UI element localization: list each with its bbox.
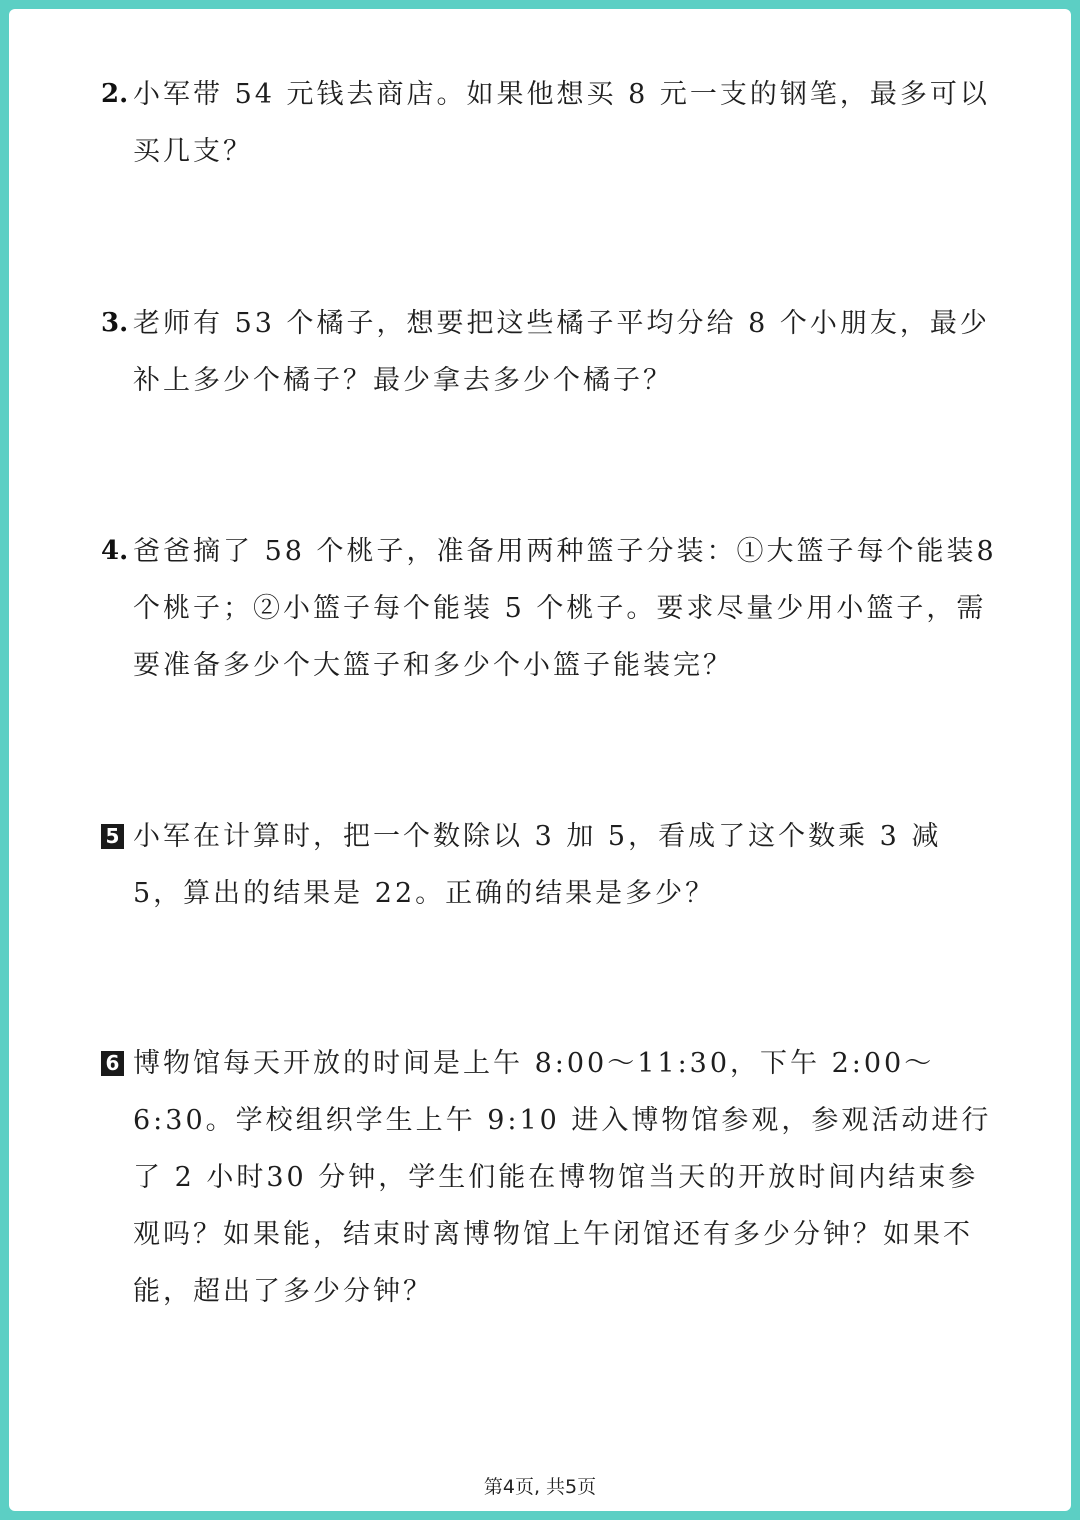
question-3 — [101, 295, 1001, 409]
question-2 — [101, 66, 1001, 180]
question-5 — [101, 808, 1001, 922]
question-number-badge: 6 — [101, 1051, 124, 1076]
question-text: 爸爸摘了 58 个桃子，准备用两种篮子分装：①大篮子每个能装8 个桃子；②小篮子每个能装 5 个桃子。要求尽量少用小篮子，需要准备多少个大篮子和多少个小篮子能装完？ — [133, 536, 997, 681]
question-number-badge: 5 — [101, 824, 124, 849]
question-text: 博物馆每天开放的时间是上午 8:00～11:30，下午 2:00～6:30。学校组织学生上午 9:10 进入博物馆参观，参观活动进行了 2 小时30 分钟，学生们能在博物馆当天的开放时间内结束参观吗？如果能，结束时离博物馆上午闭馆还有多少分钟？如果不能，超出了多少分钟？ — [133, 1048, 992, 1307]
page-footer: 第4页, 共5页 — [483, 1476, 597, 1498]
question-6 — [101, 1035, 1001, 1320]
question-4 — [101, 523, 1001, 694]
worksheet-page — [9, 9, 1071, 1511]
question-number: 3. — [101, 308, 129, 338]
question-number: 2. — [101, 79, 129, 109]
question-text: 老师有 53 个橘子，想要把这些橘子平均分给 8 个小朋友，最少补上多少个橘子？最少拿去多少个橘子？ — [133, 308, 990, 396]
question-text: 小军带 54 元钱去商店。如果他想买 8 元一支的钢笔，最多可以买几支？ — [133, 79, 990, 167]
question-number: 4. — [101, 536, 129, 566]
question-text: 小军在计算时，把一个数除以 3 加 5，看成了这个数乘 3 减 5，算出的结果是 22。正确的结果是多少？ — [133, 821, 942, 909]
